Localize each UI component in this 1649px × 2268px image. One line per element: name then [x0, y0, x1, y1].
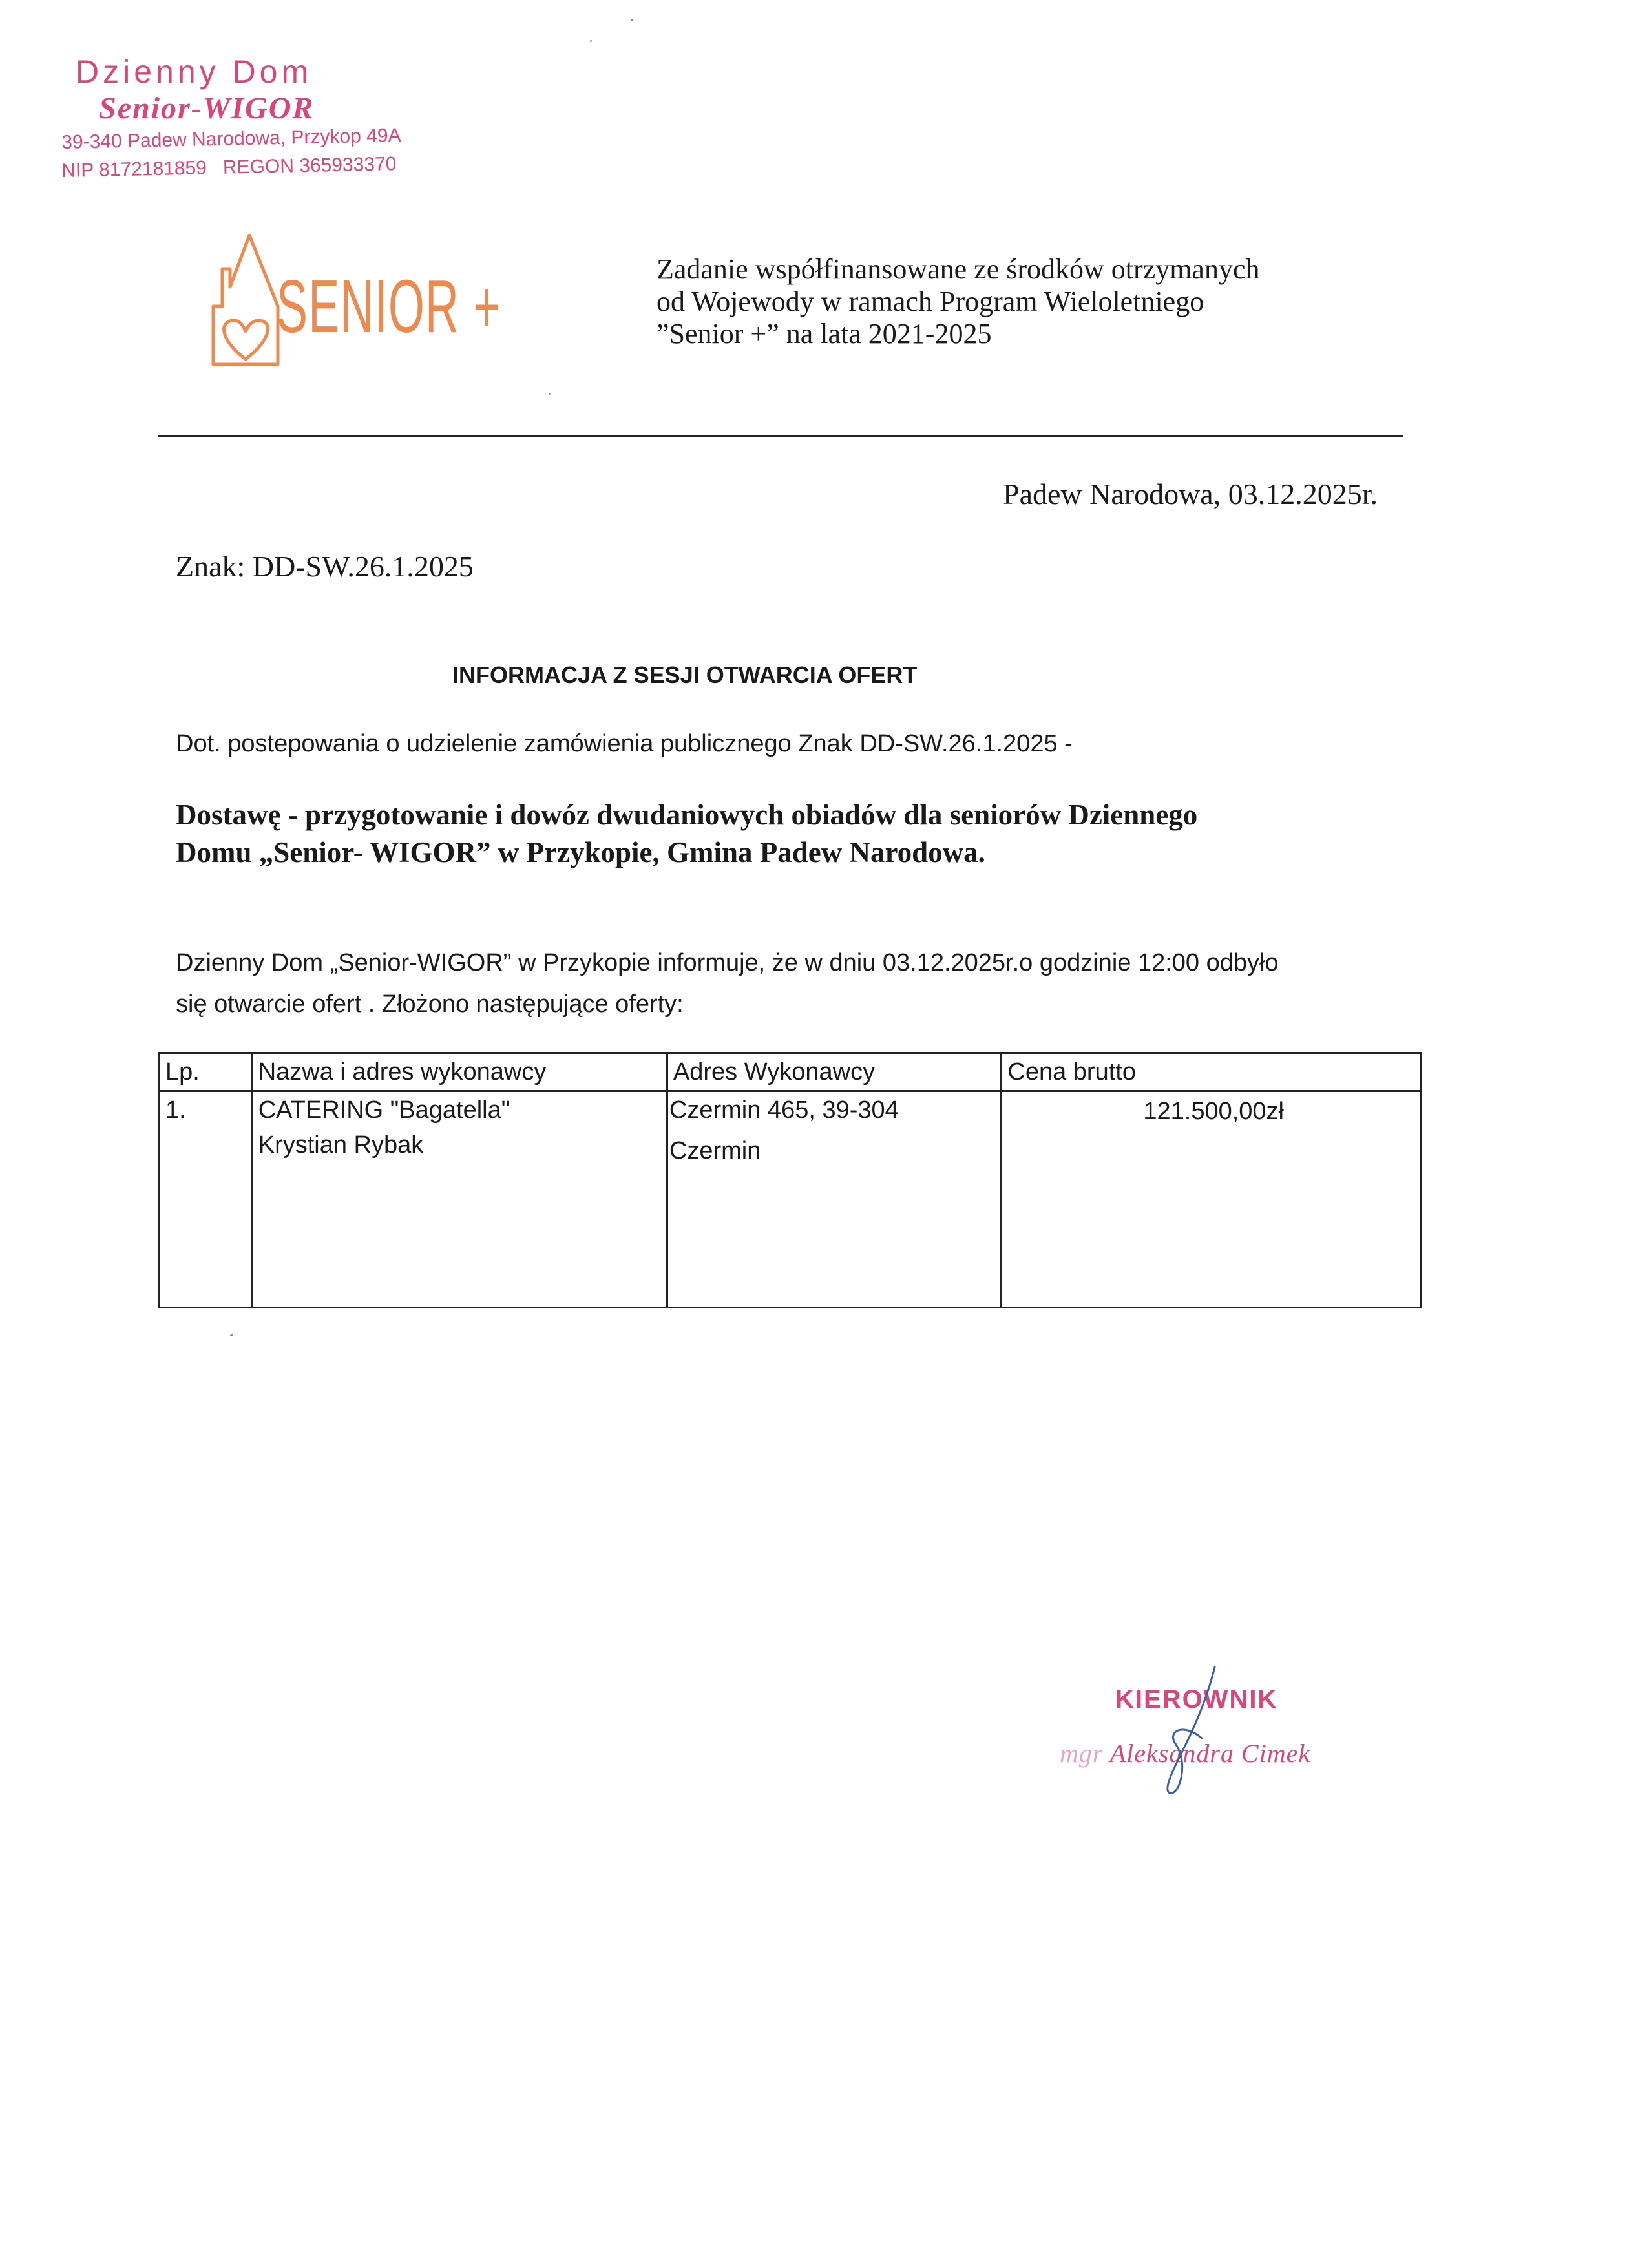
place-and-date: Padew Narodowa, 03.12.2025r.: [1003, 478, 1378, 510]
document-title: INFORMACJA Z SESJI OTWARCIA OFERT: [452, 662, 918, 688]
financing-line-2: od Wojewody w ramach Program Wieloletniego: [656, 286, 1204, 317]
address-line-2: Czermin: [669, 1137, 761, 1164]
stamp-nip: NIP 8172181859: [61, 157, 207, 182]
handwritten-signature: [1137, 1661, 1241, 1803]
logo-text: SENIOR +: [277, 264, 501, 348]
price-value: 121.500,00zł: [1143, 1098, 1284, 1125]
reference-number: Znak: DD-SW.26.1.2025: [176, 550, 474, 583]
signature-prefix: mgr: [1060, 1739, 1104, 1768]
header-divider: [158, 435, 1403, 439]
stamp-line-2: Senior-WIGOR: [99, 91, 315, 125]
table-header-row: [160, 1053, 1421, 1091]
info-line-1: Dzienny Dom „Senior-WIGOR” w Przykopie informuje, że w dniu 03.12.2025r.o godzinie 12:00 odbyło: [176, 949, 1279, 976]
subject: [176, 796, 1197, 871]
header-address: Adres Wykonawcy: [667, 1053, 1001, 1091]
info-line-2: się otwarcie ofert . Złożono następujące oferty:: [176, 991, 684, 1018]
cell-lp: [160, 1091, 253, 1308]
signature-stamp-title: KIEROWNIK: [1115, 1685, 1278, 1714]
subject-line-2: Domu „Senior- WIGOR” w Przykopie, Gmina Padew Narodowa.: [176, 836, 985, 868]
regarding-line: Dot. postepowania o udzielenie zamówienia publicznego Znak DD-SW.26.1.2025 -: [176, 730, 1073, 757]
cell-price: [1002, 1091, 1421, 1308]
header-lp: Lp.: [160, 1053, 253, 1091]
stamp-ids: [61, 154, 397, 181]
info-paragraph: [176, 942, 1279, 1025]
address-line-1: Czermin 465, 39-304: [669, 1097, 899, 1124]
financing-line-1: Zadanie współfinansowane ze środków otrzymanych: [656, 253, 1260, 285]
table-row: [160, 1091, 1421, 1308]
scan-speck: [549, 393, 551, 395]
financing-line-3: ”Senior +” na lata 2021-2025: [656, 318, 992, 350]
contractor-name: CATERING "Bagatella": [258, 1097, 510, 1124]
offers-table: [158, 1052, 1422, 1308]
lp-value: 1.: [165, 1097, 186, 1124]
financing-note: [656, 253, 1259, 350]
stamp-address: 39-340 Padew Narodowa, Przykop 49A: [61, 124, 401, 153]
cell-address: [667, 1091, 1001, 1308]
header-name: Nazwa i adres wykonawcy: [252, 1053, 667, 1091]
stamp-line-1: Dzienny Dom: [76, 54, 313, 90]
contractor-owner: Krystian Rybak: [258, 1131, 424, 1159]
scan-speck: [230, 1334, 233, 1336]
senior-plus-logo: [205, 230, 501, 372]
header-price: Cena brutto: [1002, 1053, 1421, 1091]
cell-name: [252, 1091, 667, 1308]
house-heart-icon: [205, 230, 283, 372]
scan-speck: [590, 40, 592, 42]
scan-speck: [631, 19, 633, 21]
subject-line-1: Dostawę - przygotowanie i dowóz dwudaniowych obiadów dla seniorów Dziennego: [176, 799, 1198, 831]
signature-person: Aleksandra Cimek: [1109, 1739, 1311, 1768]
stamp-regon: REGON 365933370: [222, 153, 397, 178]
